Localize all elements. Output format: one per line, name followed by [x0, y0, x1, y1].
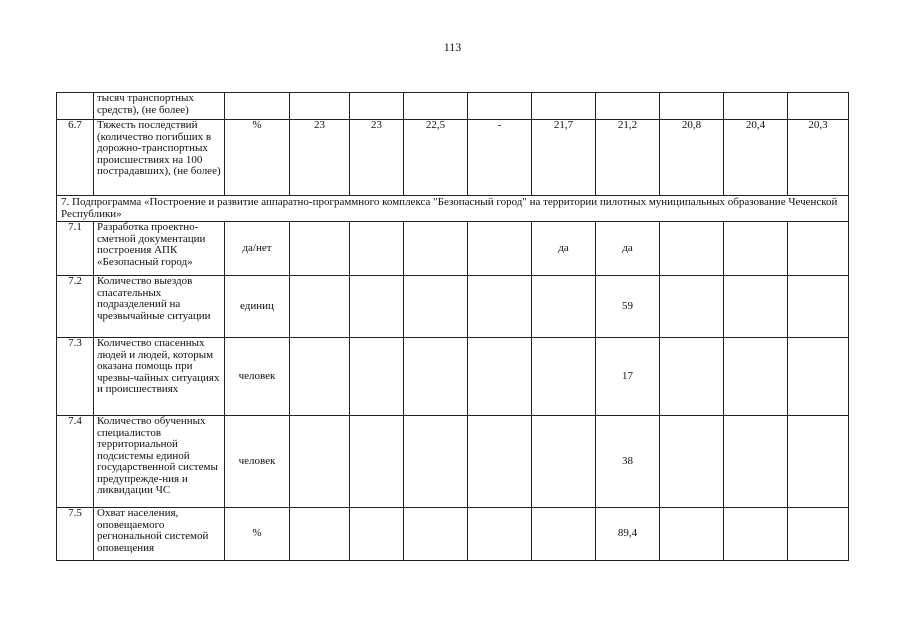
value-cell — [788, 93, 849, 120]
value-cell — [532, 338, 596, 416]
unit-cell: % — [225, 120, 290, 196]
value-cell — [290, 416, 350, 508]
value-cell — [404, 276, 468, 338]
row-number — [57, 93, 94, 120]
value-cell — [350, 93, 404, 120]
table-row — [57, 276, 849, 338]
indicator-name: Охват населения, оповещаемого регнональной системой оповещения — [94, 508, 225, 561]
value-cell: 20,3 — [788, 120, 849, 196]
value-cell — [290, 222, 350, 276]
page-number: 113 — [443, 40, 462, 54]
value-cell — [350, 276, 404, 338]
row-number: 6.7 — [57, 120, 94, 196]
value-cell — [468, 338, 532, 416]
row-number: 7.5 — [57, 508, 94, 561]
value-cell: 21,7 — [532, 120, 596, 196]
value-cell — [404, 508, 468, 561]
indicator-name: Количество выездов спасательных подразделений на чрезвычайные ситуации — [94, 276, 225, 338]
row-number: 7.1 — [57, 222, 94, 276]
value-cell — [660, 508, 724, 561]
value-cell: да — [596, 222, 660, 276]
indicator-name: Количество обученных специалистов территориальной подсистемы единой государственной системы предупрежде-ния и ликвидации ЧС — [94, 416, 225, 508]
unit-cell: человек — [225, 416, 290, 508]
value-cell: 20,8 — [660, 120, 724, 196]
section-header-row — [57, 196, 849, 222]
value-cell — [788, 416, 849, 508]
value-cell — [532, 276, 596, 338]
value-cell — [788, 338, 849, 416]
value-cell — [404, 338, 468, 416]
row-number: 7.4 — [57, 416, 94, 508]
value-cell — [724, 276, 788, 338]
value-cell — [724, 416, 788, 508]
value-cell — [350, 416, 404, 508]
value-cell — [660, 93, 724, 120]
value-cell: 89,4 — [596, 508, 660, 561]
table-row — [57, 338, 849, 416]
value-cell — [350, 222, 404, 276]
value-cell — [532, 93, 596, 120]
value-cell — [468, 416, 532, 508]
value-cell: 22,5 — [404, 120, 468, 196]
unit-cell: человек — [225, 338, 290, 416]
table-row — [57, 120, 849, 196]
value-cell — [788, 222, 849, 276]
table-row — [57, 222, 849, 276]
value-cell — [724, 508, 788, 561]
value-cell — [660, 222, 724, 276]
value-cell — [660, 338, 724, 416]
value-cell: 23 — [350, 120, 404, 196]
value-cell — [724, 93, 788, 120]
value-cell — [290, 276, 350, 338]
row-number: 7.3 — [57, 338, 94, 416]
value-cell — [290, 508, 350, 561]
value-cell — [724, 338, 788, 416]
value-cell — [468, 222, 532, 276]
value-cell: 59 — [596, 276, 660, 338]
value-cell — [404, 93, 468, 120]
value-cell — [532, 508, 596, 561]
value-cell — [404, 416, 468, 508]
table-row — [57, 416, 849, 508]
value-cell — [788, 276, 849, 338]
value-cell: - — [468, 120, 532, 196]
value-cell — [350, 338, 404, 416]
indicator-name: Количество спасенных людей и людей, которым оказана помощь при чрезвы-чайных ситуациях и происшествиях — [94, 338, 225, 416]
value-cell — [660, 416, 724, 508]
value-cell — [290, 338, 350, 416]
table-body — [57, 93, 849, 561]
unit-cell: единиц — [225, 276, 290, 338]
section-title: 7. Подпрограмма «Построение и развитие аппаратно-программного комплекса "Безопасный город" на территории пилотных муниципальных образование Чеченской Республики» — [57, 196, 849, 222]
row-number: 7.2 — [57, 276, 94, 338]
value-cell — [290, 93, 350, 120]
value-cell — [350, 508, 404, 561]
value-cell — [468, 93, 532, 120]
indicator-name: Тяжесть последствий (количество погибших в дорожно-транспортных происшествиях на 100 пострадавших), (не более) — [94, 120, 225, 196]
value-cell — [788, 508, 849, 561]
value-cell — [660, 276, 724, 338]
indicator-name: Разработка проектно-сметной документации построения АПК «Безопасный город» — [94, 222, 225, 276]
table-row — [57, 93, 849, 120]
value-cell — [724, 222, 788, 276]
value-cell: 17 — [596, 338, 660, 416]
value-cell — [596, 93, 660, 120]
value-cell — [404, 222, 468, 276]
value-cell — [468, 508, 532, 561]
table-row — [57, 508, 849, 561]
unit-cell — [225, 93, 290, 120]
indicator-name: тысяч транспортных средств), (не более) — [94, 93, 225, 120]
indicators-table — [56, 92, 849, 561]
value-cell — [468, 276, 532, 338]
value-cell: 21,2 — [596, 120, 660, 196]
value-cell — [532, 416, 596, 508]
unit-cell: да/нет — [225, 222, 290, 276]
value-cell: 38 — [596, 416, 660, 508]
unit-cell: % — [225, 508, 290, 561]
value-cell: 20,4 — [724, 120, 788, 196]
value-cell: да — [532, 222, 596, 276]
value-cell: 23 — [290, 120, 350, 196]
